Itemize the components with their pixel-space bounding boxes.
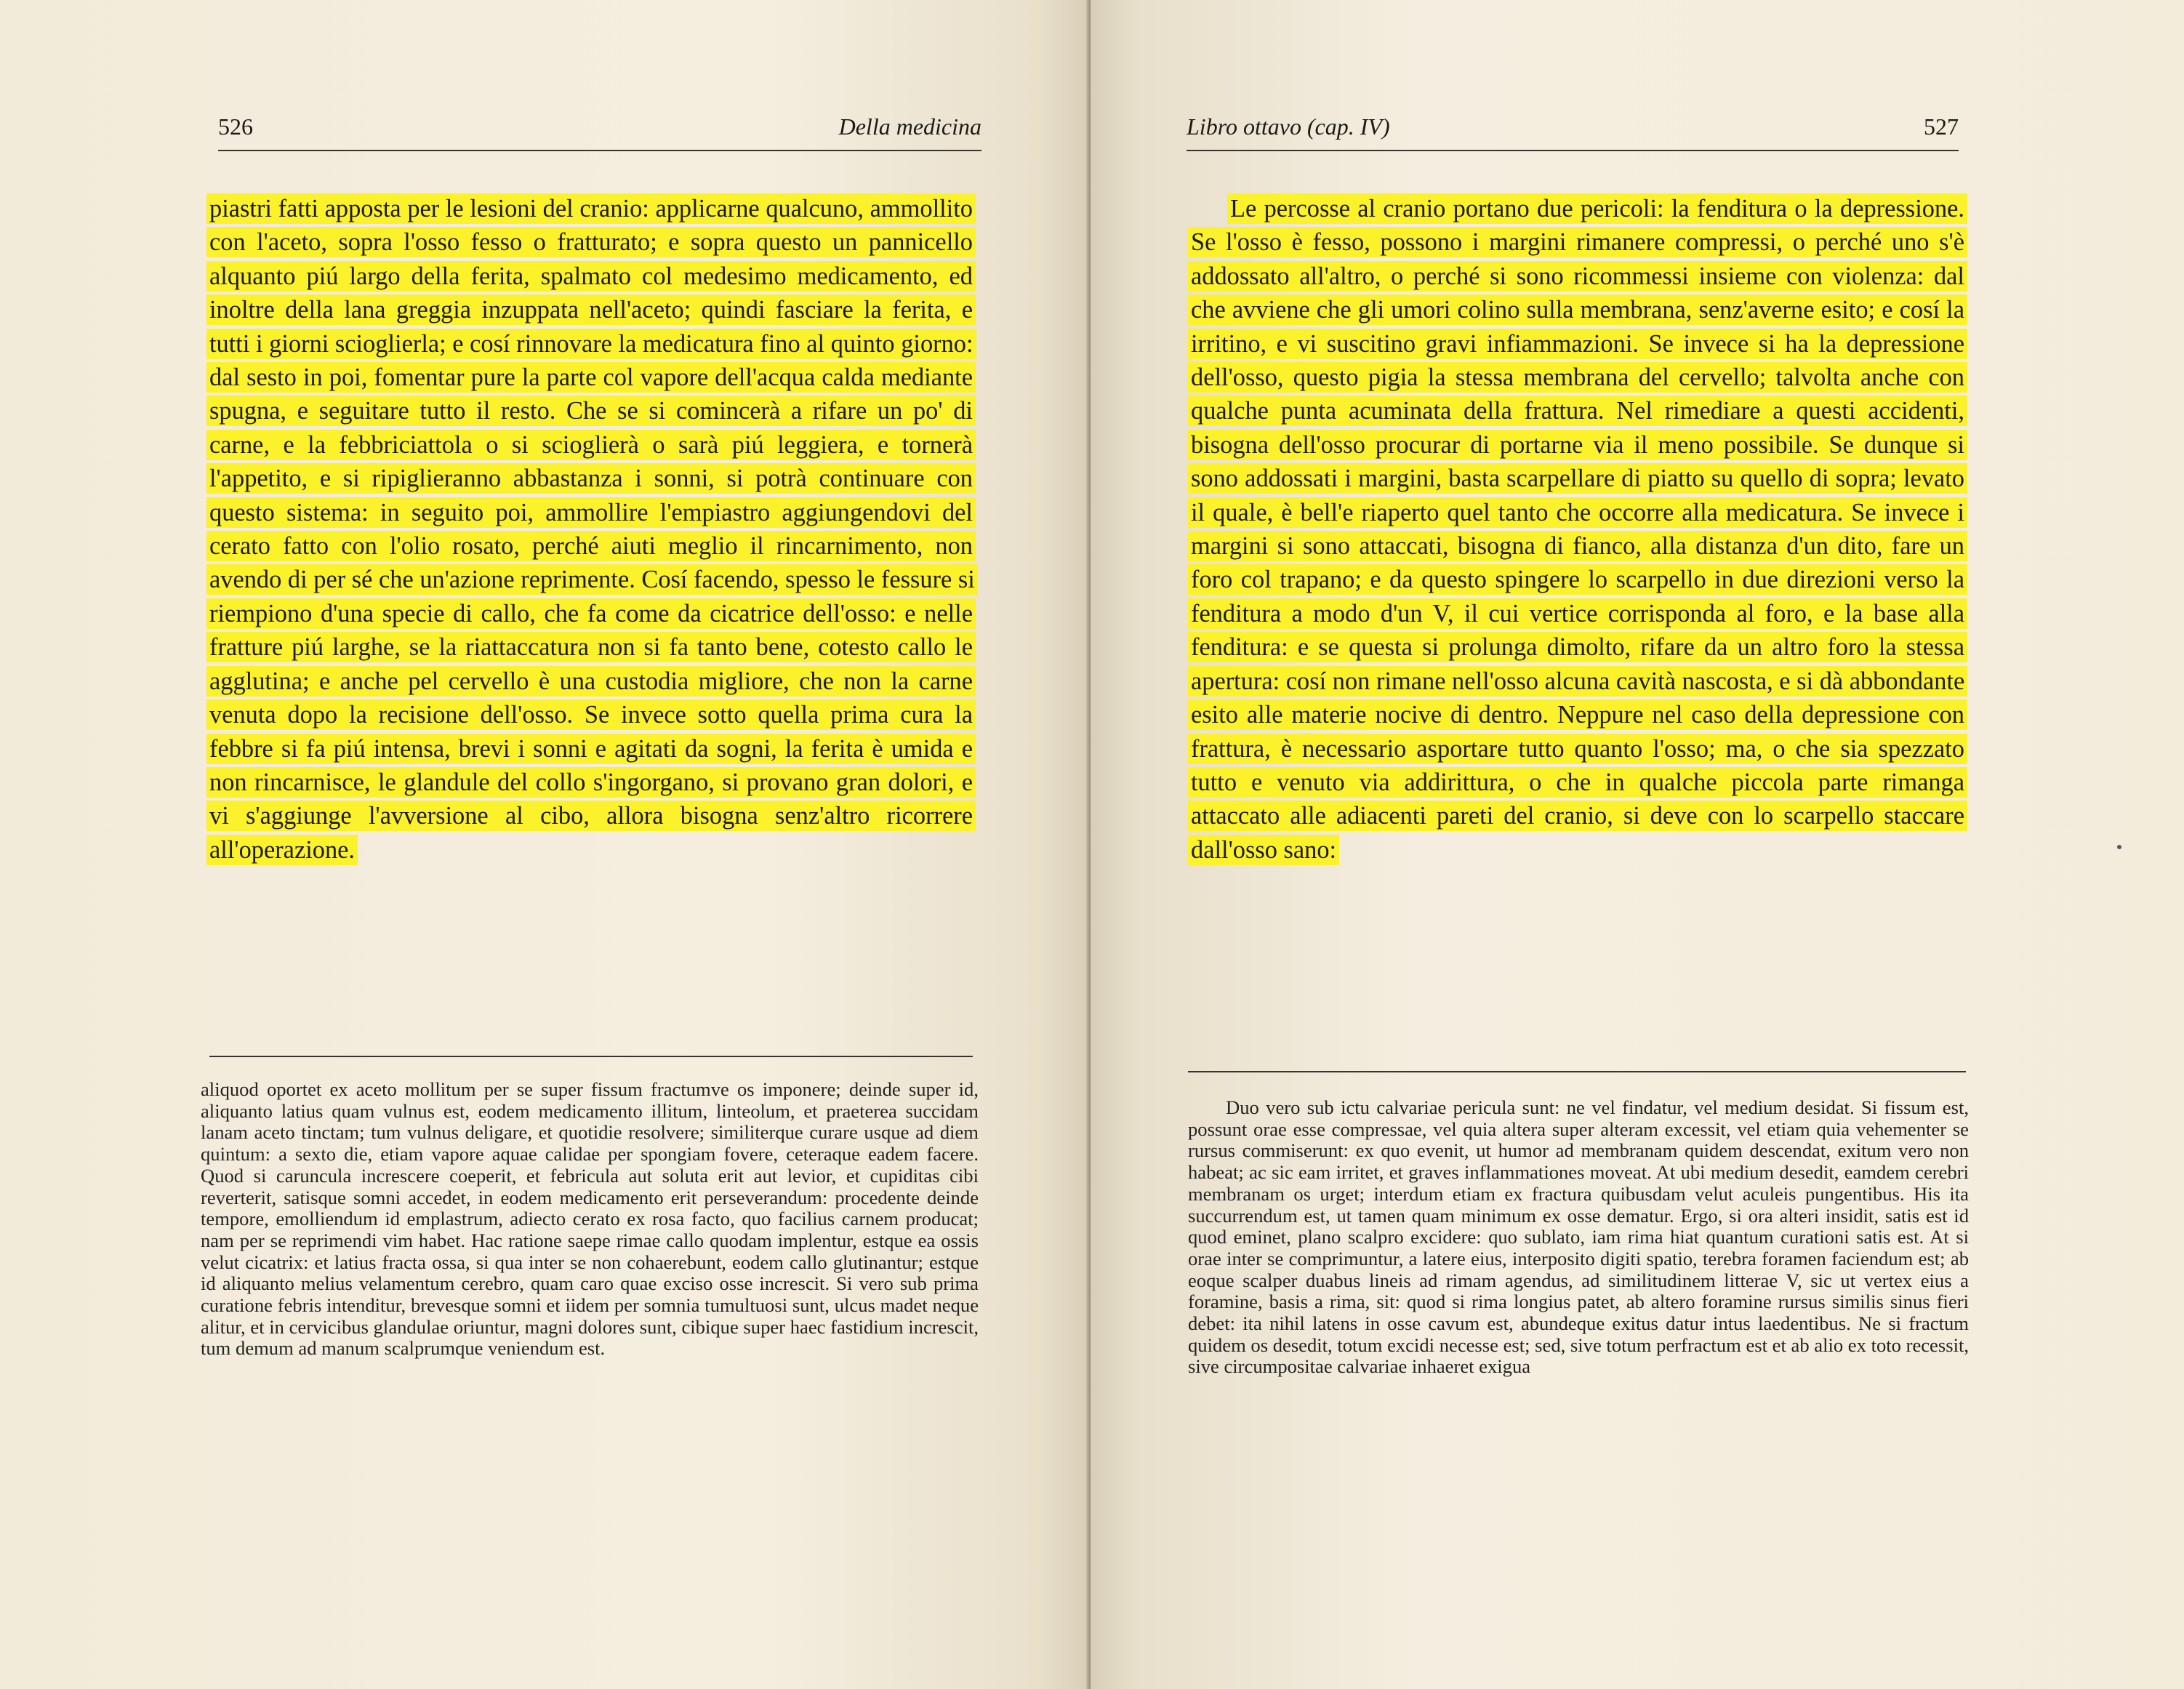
right-page <box>1091 0 2184 1689</box>
italian-translation <box>206 192 976 867</box>
italian-translation <box>1188 192 1967 867</box>
latin-original: Duo vero sub ictu calvariae pericula sunt: ne vel findatur, vel medium desidat. Si fissum est, possunt orae esse compressae, vel quia altera super alteram excessit, vel etiam quia vehementer se rursus commiserunt: ex quo evenit, ut humor ad membranam quidem descendat, exitum vero non habeat; ac sic eam irritet, et graves inflammationes moveat. At ubi medium desedit, eamdem cerebri membranam os urget; interdum etiam ex fractura quibusdam velut aculeis pungentibus. His ita succurrendum est, ut tamen quam minimum ex osse dematur. Ergo, si ora alteri insidit, satis est id quod eminet, plano scalpro excidere: quo sublato, iam rima hiat quantum curationi satis est. At si orae inter se comprimuntur, a latere eius, interposito digiti spatio, terebra foramen faciendum est; ab eoque scalper duabus lineis ad rimam agendus, ad similitudinem litterae V, sic ut vertex eius a foramine, basis a rima, sit: quod si rima longius patet, ab altero foramine rursus similis sinus fieri debet: ita nihil latens in osse cavum est, abundeque exitus datur intus laedentibus. Ne si fractum quidem os desedit, totum excidi necesse est; sed, sive totum perfractum est et ab alio ex toto recessit, sive circumpositae calvariae inhaeret exigua <box>1188 1096 1969 1378</box>
page-number: 527 <box>1924 113 1959 140</box>
running-head: Della medicina <box>838 113 981 140</box>
left-page-header <box>218 109 981 151</box>
running-head: Libro ottavo (cap. IV) <box>1187 113 1390 140</box>
footnote-divider <box>1188 1071 1966 1072</box>
highlighted-text: piastri fatti apposta per le lesioni del cranio: applicarne qualcuno, ammollito con l'aceto, sopra l'osso fesso o fratturato; e sopra questo un pannicello alquanto piú largo della ferita, spalmato col medesimo medicamento, ed inoltre della lana greggia inzuppata nell'aceto; quindi fasciare la ferita, e tutti i giorni scioglierla; e cosí rinnovare la medicatura fino al quinto giorno: dal sesto in poi, fomentar pure la parte col vapore dell'acqua calda mediante spugna, e seguitare tutto il resto. Che se si comincerà a rifare un po' di carne, e la febbriciattola o si scioglierà o sarà piú leggiera, e tornerà l'appetito, e si ripiglieranno abbastanza i sonni, si potrà continuare con questo sistema: in seguito poi, ammollire l'empiastro aggiungendovi del cerato fatto con l'olio rosato, perché aiuti meglio il rincarnimento, non avendo di per sé che un'azione reprimente. Cosí facendo, spesso le fessure si riempiono d'una specie di callo, che fa come da cicatrice dell'osso: e nelle fratture piú larghe, se la riattaccatura non si fa tanto bene, cotesto callo le agglutina; e anche pel cervello è una custodia migliore, che non la carne venuta dopo la recisione dell'osso. Se invece sotto quella prima cura la febbre si fa piú intensa, brevi i sonni e agitati da sogni, la ferita è umida e non rincarnisce, le glandule del collo s'ingorgano, si provano gran dolori, e vi s'aggiunge l'avversione al cibo, allora bisogna senz'altro ricorrere all'operazione. <box>206 193 978 865</box>
paper-speck <box>2117 845 2121 849</box>
right-page-header <box>1187 109 1959 151</box>
left-page <box>0 0 1091 1689</box>
highlighted-text: Le percosse al cranio portano due pericoli: la fenditura o la depressione. Se l'osso è fesso, possono i margini rimanere compressi, o perché uno s'è addossato all'altro, o perché si sono ricommessi insieme con violenza: dal che avviene che gli umori colino sulla membrana, senz'averne esito; e cosí la irritino, e vi suscitino gravi infiammazioni. Se invece si ha la depressione dell'osso, questo pigia la stessa membrana del cervello; talvolta anche con qualche punta acuminata della frattura. Nel rimediare a questi accidenti, bisogna dell'osso procurar di portarne via il meno possibile. Se dunque si sono addossati i margini, basta scarpellare di piatto su quello di sopra; levato il quale, è bell'e riaperto quel tanto che occorre alla medicatura. Se invece i margini si sono attaccati, bisogna di fianco, alla distanza d'un dito, fare un foro col trapano; e da questo spingere lo scarpello in due direzioni verso la fenditura a modo d'un V, il cui vertice corrisponda al foro, e la base alla fenditura: e se questa si prolunga dimolto, rifare da un altro foro la stessa apertura: cosí non rimane nell'osso alcuna cavità nascosta, e si dà abbondante esito alle materie nocive di dentro. Neppure nel caso della depressione con frattura, è necessario asportare tutto quanto l'osso; ma, o che sia spezzato tutto e venuto via addirittura, o che in qualche piccola parte rimanga attaccato alle adiacenti pareti del cranio, si deve con lo scarpello staccare dall'osso sano: <box>1188 193 1967 865</box>
page-number: 526 <box>218 113 253 140</box>
latin-original: aliquod oportet ex aceto mollitum per se super fissum fractumve os imponere; deinde super id, aliquanto latius quam vulnus est, eodem medicamento illitum, linteolum, et praeterea succidam lanam aceto tinctam; tum vulnus deligare, et quotidie resolvere; similiterque curare usque ad diem quintum: a sexto die, etiam vapore aquae calidae per spongiam fovere, ceteraque eadem facere. Quod si caruncula increscere coeperit, et febricula aut soluta erit aut levior, et cupiditas cibi reverterit, satisque somni accedet, in eodem medicamento erit perseverandum: procedente deinde tempore, emolliendum id emplastrum, adiecto cerato ex rosa facto, quo facilius carnem producat; nam per se reprimendi vim habet. Hac ratione saepe rimae callo quodam implentur, estque ea ossis velut cicatrix: et latius fracta ossa, si qua inter se non cohaerebunt, eodem callo glutinantur; estque id aliquanto melius velamentum cerebro, quam caro quae exciso osse increscit. Si vero sub prima curatione febris intenditur, brevesque somni et iidem per somnia tumultuosi sunt, ulcus madet neque alitur, et in cervicibus glandulae oriuntur, magni dolores sunt, cibique super haec fastidium increscit, tum demum ad manum scalprumque veniendum est. <box>201 1078 979 1360</box>
footnote-divider <box>209 1056 973 1057</box>
